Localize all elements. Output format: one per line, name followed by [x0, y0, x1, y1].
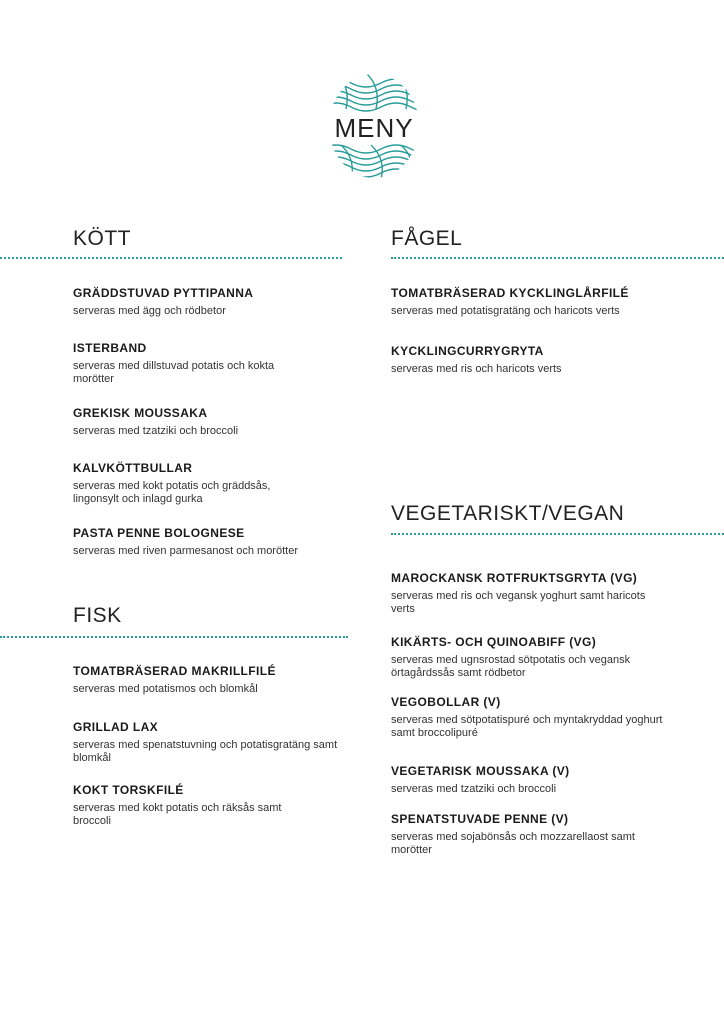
- menu-item: [73, 664, 363, 696]
- menu-item: [391, 764, 681, 796]
- item-description: serveras med sötpotatispuré och myntakryddad yoghurt samt broccolipuré: [391, 714, 663, 739]
- menu-item: [73, 461, 313, 506]
- item-name: VEGOBOLLAR (V): [391, 695, 501, 709]
- menu-item: [73, 286, 363, 318]
- item-description: serveras med ugnsrostad sötpotatis och vegansk örtagårdssås samt rödbetor: [391, 654, 631, 679]
- item-name: GRILLAD LAX: [73, 720, 159, 734]
- section-title-fisk: FISK: [73, 604, 122, 627]
- menu-logo: [326, 73, 422, 179]
- item-name: TOMATBRÄSERAD KYCKLINGLÅRFILÉ: [391, 286, 629, 300]
- menu-item: [391, 344, 681, 376]
- item-description: serveras med kokt potatis och gräddsås, lingonsylt och inlagd gurka: [73, 480, 271, 505]
- section-divider-fisk: [0, 636, 348, 638]
- item-name: GRÄDDSTUVAD PYTTIPANNA: [73, 286, 254, 300]
- item-name: TOMATBRÄSERAD MAKRILLFILÉ: [73, 664, 276, 678]
- menu-title: MENY: [326, 113, 422, 143]
- item-description: serveras med sojabönsås och mozzarellaost samt morötter: [391, 831, 635, 856]
- menu-item: [73, 720, 348, 765]
- item-name: SPENATSTUVADE PENNE (V): [391, 812, 569, 826]
- item-description: serveras med tzatziki och broccoli: [391, 783, 557, 795]
- item-description: serveras med tzatziki och broccoli: [73, 425, 239, 437]
- menu-item: [391, 812, 676, 857]
- item-description: serveras med spenatstuvning och potatisgratäng samt blomkål: [73, 739, 338, 764]
- item-description: serveras med dillstuvad potatis och kokta morötter: [73, 360, 275, 385]
- item-name: KOKT TORSKFILÉ: [73, 783, 184, 797]
- item-name: KIKÄRTS- OCH QUINOABIFF (VG): [391, 635, 597, 649]
- item-description: serveras med riven parmesanost och morötter: [73, 545, 298, 557]
- menu-item: [391, 635, 676, 680]
- item-name: MAROCKANSK ROTFRUKTSGRYTA (VG): [391, 571, 638, 585]
- menu-item: [391, 571, 651, 616]
- item-description: serveras med kokt potatis och räksås samt broccoli: [73, 802, 282, 827]
- menu-item: [73, 341, 313, 386]
- menu-item: [73, 526, 353, 558]
- item-name: VEGETARISK MOUSSAKA (V): [391, 764, 570, 778]
- section-title-fagel: FÅGEL: [391, 227, 463, 250]
- section-divider-vegetariskt: [391, 533, 724, 535]
- item-description: serveras med ris och haricots verts: [391, 363, 562, 375]
- item-name: ISTERBAND: [73, 341, 147, 355]
- menu-item: [391, 286, 691, 318]
- section-title-kott: KÖTT: [73, 227, 131, 250]
- section-title-vegetariskt: VEGETARISKT/VEGAN: [391, 502, 625, 525]
- item-description: serveras med potatismos och blomkål: [73, 683, 258, 695]
- item-description: serveras med potatisgratäng och haricots verts: [391, 305, 620, 317]
- menu-item: [391, 695, 676, 740]
- item-name: PASTA PENNE BOLOGNESE: [73, 526, 245, 540]
- item-name: KYCKLINGCURRYGRYTA: [391, 344, 544, 358]
- item-name: GREKISK MOUSSAKA: [73, 406, 208, 420]
- item-description: serveras med ris och vegansk yoghurt samt haricots verts: [391, 590, 646, 615]
- item-name: KALVKÖTTBULLAR: [73, 461, 193, 475]
- item-description: serveras med ägg och rödbetor: [73, 305, 226, 317]
- menu-item: [73, 406, 363, 438]
- menu-item: [73, 783, 318, 828]
- section-divider-kott: [0, 257, 342, 259]
- section-divider-fagel: [391, 257, 724, 259]
